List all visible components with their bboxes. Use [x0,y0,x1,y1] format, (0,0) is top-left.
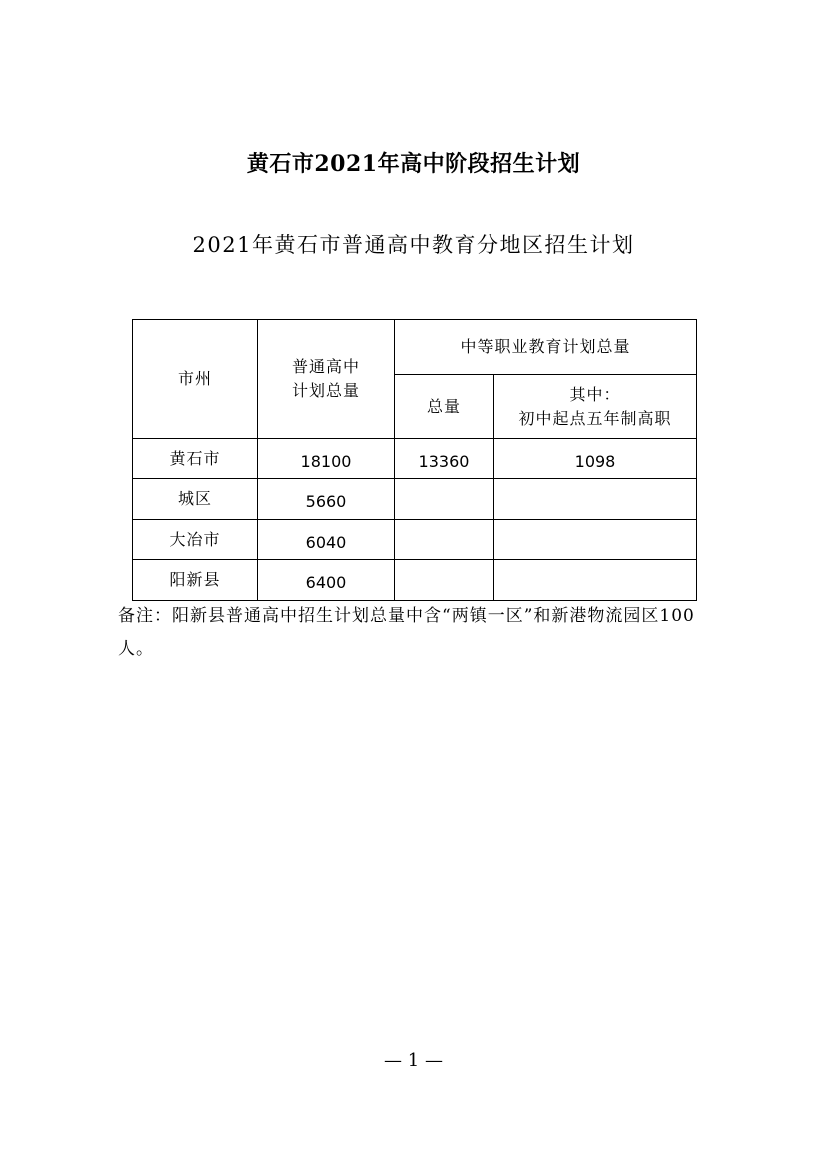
header-general-line2: 计划总量 [291,381,360,400]
table-header-row [133,320,697,375]
cell-vocational-total-value: 13360 [418,451,470,471]
cell-general [258,439,395,479]
table-row [133,520,697,560]
enrollment-plan-table [132,319,697,601]
cell-vocational-total [395,520,494,560]
cell-city: 城区 [133,479,258,520]
page-title: 黄石市2021年高中阶段招生计划 [246,151,581,177]
header-general-line1: 普通高中 [291,357,360,376]
cell-general [258,520,395,560]
cell-five-year [494,439,697,479]
cell-city: 黄石市 [133,439,258,479]
cell-five-year [494,520,697,560]
page-number: — 1 — [384,1050,443,1071]
cell-general-value: 6400 [305,573,347,592]
cell-vocational-total [395,439,494,479]
cell-general [258,560,395,601]
table-row [133,560,697,601]
header-vocational-label: 中等职业教育计划总量 [460,337,631,356]
header-city-label: 市州 [177,369,212,388]
header-city [133,320,258,439]
cell-vocational-total [395,479,494,520]
table-row [133,439,697,479]
header-five-year-line2: 初中起点五年制高职 [518,408,672,428]
cell-five-year [494,560,697,601]
header-vocational-total [395,375,494,439]
cell-five-year-value: 1098 [574,451,616,471]
cell-city: 阳新县 [133,560,258,601]
header-vocational-plan [395,320,697,375]
header-five-year [494,375,697,439]
table-subtitle: 2021年黄石市普通高中教育分地区招生计划 [192,233,635,257]
cell-general-value: 6040 [305,532,347,552]
header-general-plan [258,320,395,439]
cell-general-value: 5660 [305,492,347,511]
cell-general-value: 18100 [300,451,352,471]
cell-city: 大冶市 [133,520,258,560]
cell-general [258,479,395,520]
header-five-year-line1: 其中： [569,384,621,404]
header-vocational-total-label: 总量 [426,396,461,416]
cell-vocational-total [395,560,494,601]
table-note: 备注：阳新县普通高中招生计划总量中含“两镇一区”和新港物流园区100人。 [118,606,695,659]
table-row [133,479,697,520]
cell-five-year [494,479,697,520]
